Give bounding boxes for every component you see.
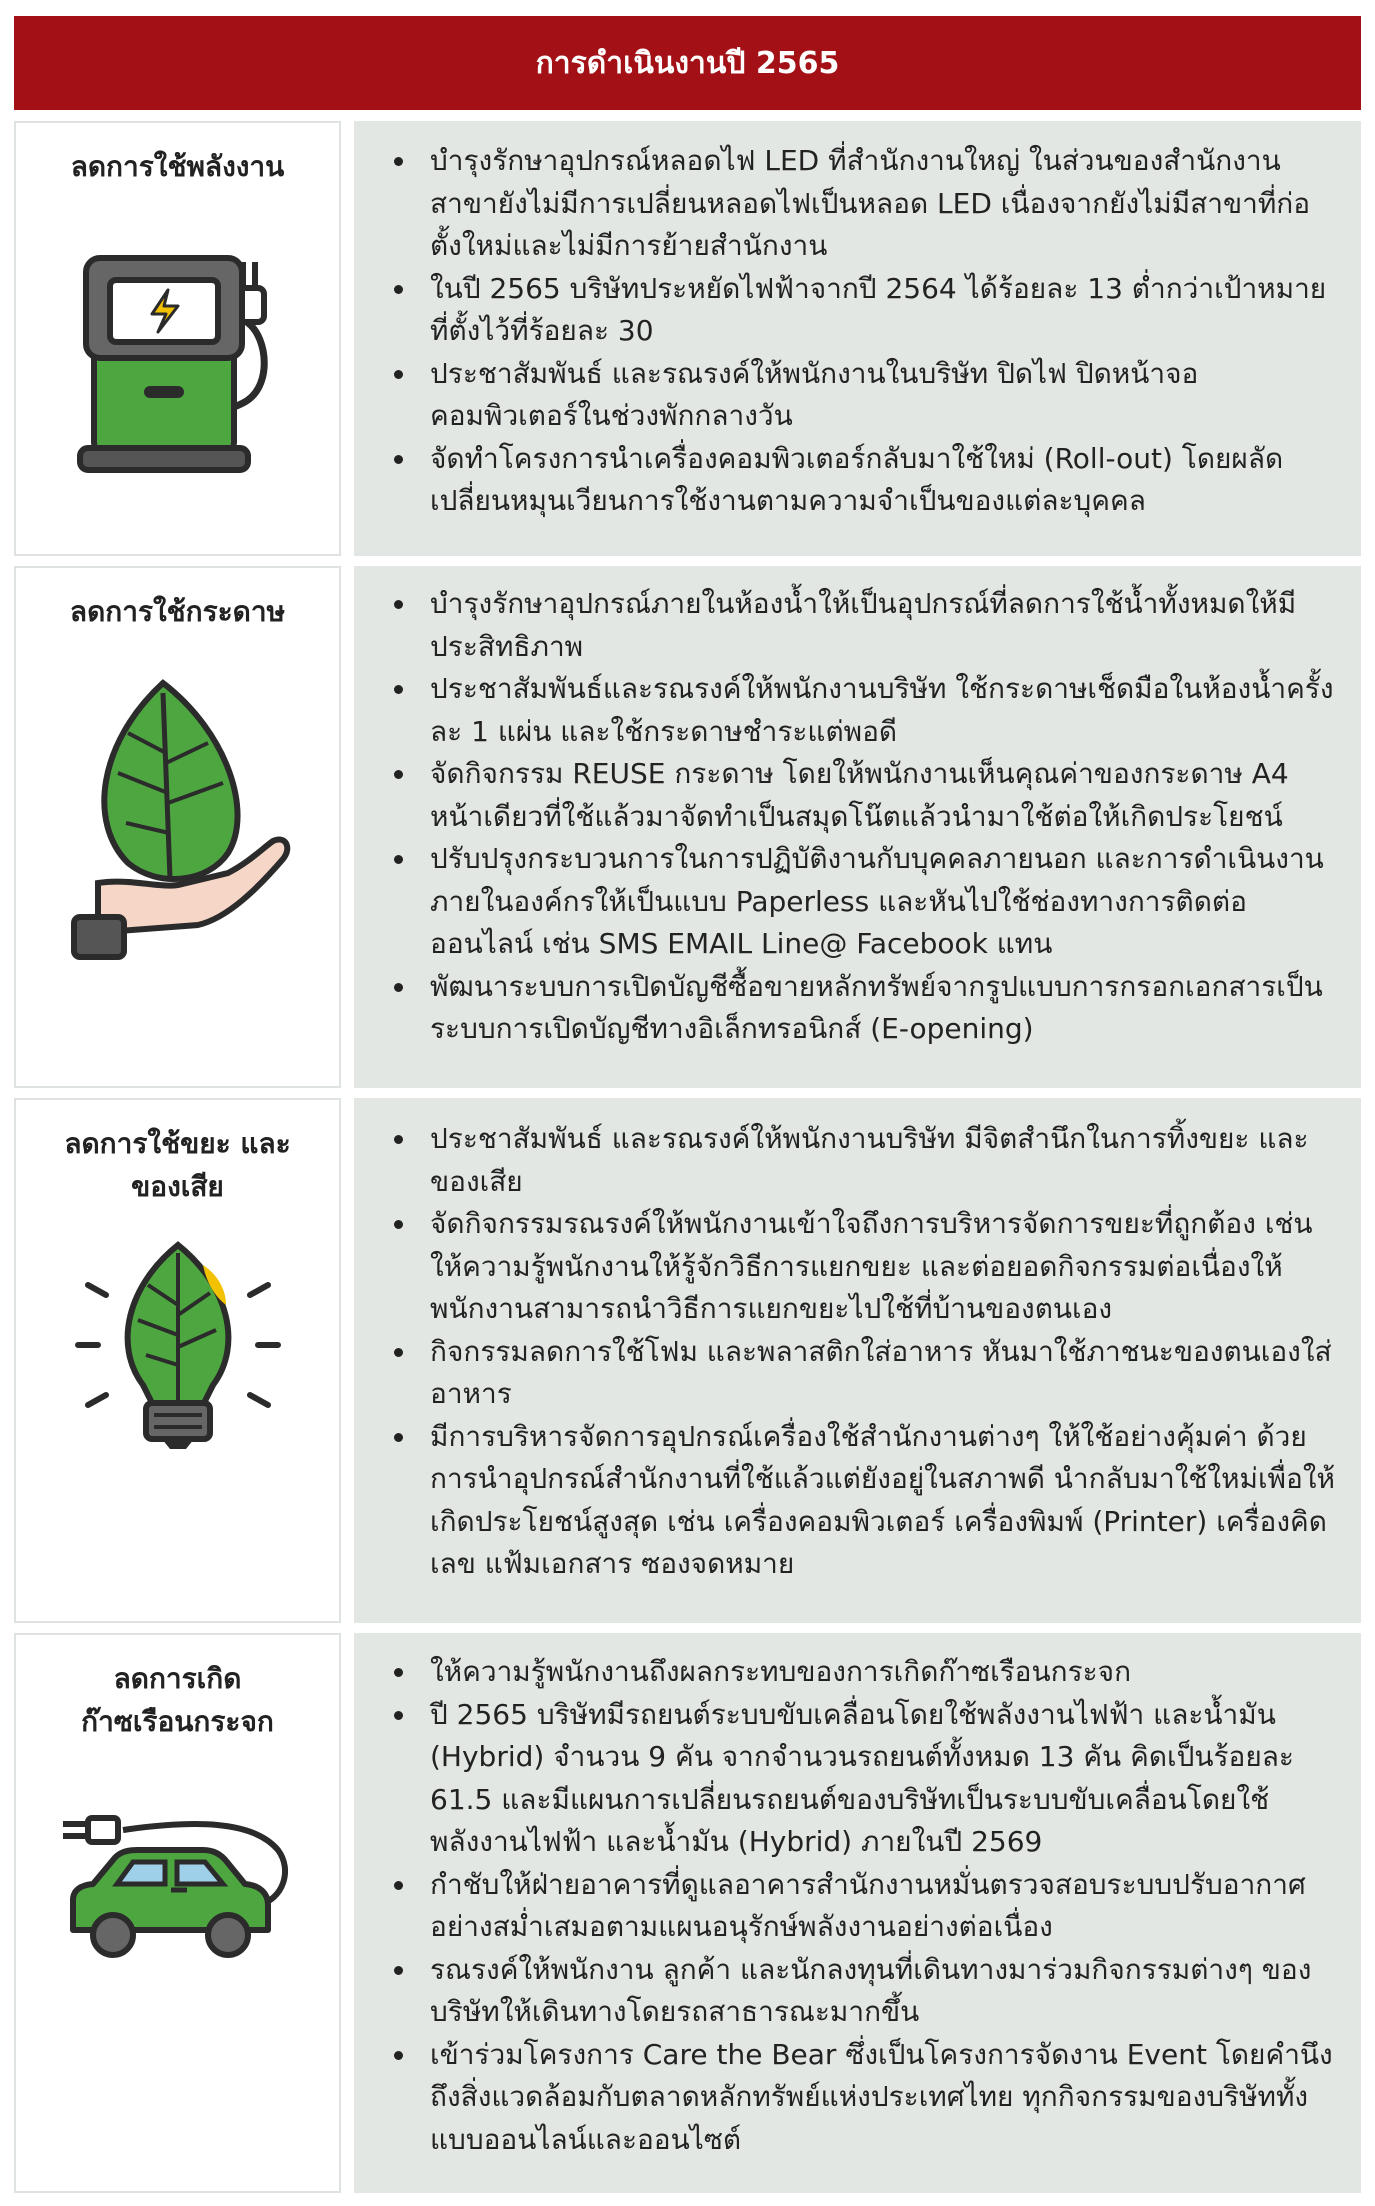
list-item: จัดกิจกรรม REUSE กระดาษ โดยให้พนักงานเห็นคุณค่าของกระดาษ A4 หน้าเดียวที่ใช้แล้วมาจัดทำเป็นสมุดโน๊ตแล้วนำมาใช้ต่อให้เกิดประโยชน์ — [354, 753, 1341, 838]
list-item: เข้าร่วมโครงการ Care the Bear ซึ่งเป็นโครงการจัดงาน Event โดยคำนึงถึงสิ่งแวดล้อมกับตลาดหลักทรัพย์แห่งประเทศไทย ทุกกิจกรรมของบริษัททั้งแบบออนไลน์และออนไซต์ — [354, 2034, 1341, 2162]
list-item: บำรุงรักษาอุปกรณ์หลอดไฟ LED ที่สำนักงานใหญ่ ในส่วนของสำนักงานสาขายังไม่มีการเปลี่ยนหลอดไฟเป็นหลอด LED เนื่องจากยังไม่มีสาขาที่ก่อตั้งใหม่และไม่มีการย้ายสำนักงาน — [354, 140, 1341, 268]
list-item: ประชาสัมพันธ์ และรณรงค์ให้พนักงานบริษัท มีจิตสำนึกในการทิ้งขยะ และของเสีย — [354, 1118, 1341, 1203]
section-energy — [14, 121, 1361, 556]
section-waste-title: ลดการใช้ขยะ และ ของเสีย — [64, 1127, 291, 1203]
section-waste-list — [354, 1118, 1341, 1586]
section-energy-content — [354, 121, 1361, 556]
hand-leaf-icon — [58, 673, 298, 973]
section-paper-title: ลดการใช้กระดาษ — [69, 595, 286, 628]
section-paper-content — [354, 566, 1361, 1088]
section-greenhouse-label-cell — [14, 1633, 341, 2193]
electric-car-icon — [53, 1800, 303, 1990]
section-greenhouse-content — [354, 1633, 1361, 2193]
list-item: จัดทำโครงการนำเครื่องคอมพิวเตอร์กลับมาใช้ใหม่ (Roll-out) โดยผลัดเปลี่ยนหมุนเวียนการใช้งานตามความจำเป็นของแต่ละบุคคล — [354, 438, 1341, 523]
page-header — [14, 16, 1361, 110]
list-item: ให้ความรู้พนักงานถึงผลกระทบของการเกิดก๊าซเรือนกระจก — [354, 1651, 1341, 1694]
section-greenhouse-title: ลดการเกิด ก๊าซเรือนกระจก — [81, 1662, 274, 1738]
list-item: ประชาสัมพันธ์ และรณรงค์ให้พนักงานในบริษัท ปิดไฟ ปิดหน้าจอคอมพิวเตอร์ในช่วงพักกลางวัน — [354, 353, 1341, 438]
list-item: ประชาสัมพันธ์และรณรงค์ให้พนักงานบริษัท ใช้กระดาษเช็ดมือในห้องน้ำครั้งละ 1 แผ่น และใช้กระดาษชำระแต่พอดี — [354, 668, 1341, 753]
list-item: ปรับปรุงกระบวนการในการปฏิบัติงานกับบุคคลภายนอก และการดำเนินงานภายในองค์กรให้เป็นแบบ Paperless และหันไปใช้ช่องทางการติดต่อออนไลน์ เช่น SMS EMAIL Line@ Facebook แทน — [354, 838, 1341, 966]
section-paper-label-cell — [14, 566, 341, 1088]
ev-charger-icon — [58, 228, 298, 478]
section-paper-list — [354, 583, 1341, 1051]
section-greenhouse-list — [354, 1651, 1341, 2161]
leaf-bulb-icon — [58, 1235, 298, 1465]
section-waste — [14, 1098, 1361, 1623]
list-item: กิจกรรมลดการใช้โฟม และพลาสติกใส่อาหาร หันมาใช้ภาชนะของตนเองใส่อาหาร — [354, 1331, 1341, 1416]
list-item: กำชับให้ฝ่ายอาคารที่ดูแลอาคารสำนักงานหมั่นตรวจสอบระบบปรับอากาศอย่างสม่ำเสมอตามแผนอนุรักษ์พลังงานอย่างต่อเนื่อง — [354, 1864, 1341, 1949]
section-energy-title: ลดการใช้พลังงาน — [70, 150, 285, 183]
section-waste-content — [354, 1098, 1361, 1623]
section-paper — [14, 566, 1361, 1088]
section-waste-label-cell — [14, 1098, 341, 1623]
page-title: การดำเนินงานปี 2565 — [535, 45, 840, 81]
list-item: จัดกิจกรรมรณรงค์ให้พนักงานเข้าใจถึงการบริหารจัดการขยะที่ถูกต้อง เช่น ให้ความรู้พนักงานให้รู้จักวิธีการแยกขยะ และต่อยอดกิจกรรมต่อเนื่องให้พนักงานสามารถนำวิธีการแยกขยะไปใช้ที่บ้านของตนเอง — [354, 1203, 1341, 1331]
section-greenhouse — [14, 1633, 1361, 2193]
list-item: ในปี 2565 บริษัทประหยัดไฟฟ้าจากปี 2564 ได้ร้อยละ 13 ต่ำกว่าเป้าหมายที่ตั้งไว้ที่ร้อยละ 30 — [354, 268, 1341, 353]
list-item: รณรงค์ให้พนักงาน ลูกค้า และนักลงทุนที่เดินทางมาร่วมกิจกรรมต่างๆ ของบริษัทให้เดินทางโดยรถสาธารณะมากขึ้น — [354, 1949, 1341, 2034]
section-energy-label-cell — [14, 121, 341, 556]
list-item: พัฒนาระบบการเปิดบัญชีซื้อขายหลักทรัพย์จากรูปแบบการกรอกเอกสารเป็นระบบการเปิดบัญชีทางอิเล็กทรอนิกส์ (E-opening) — [354, 966, 1341, 1051]
list-item: ปี 2565 บริษัทมีรถยนต์ระบบขับเคลื่อนโดยใช้พลังงานไฟฟ้า และน้ำมัน (Hybrid) จำนวน 9 คัน จากจำนวนรถยนต์ทั้งหมด 13 คัน คิดเป็นร้อยละ 61.5 และมีแผนการเปลี่ยนรถยนต์ของบริษัทเป็นระบบขับเคลื่อนโดยใช้พลังงานไฟฟ้า และน้ำมัน (Hybrid) ภายในปี 2569 — [354, 1694, 1341, 1864]
list-item: มีการบริหารจัดการอุปกรณ์เครื่องใช้สำนักงานต่างๆ ให้ใช้อย่างคุ้มค่า ด้วยการนำอุปกรณ์สำนักงานที่ใช้แล้วแต่ยังอยู่ในสภาพดี นำกลับมาใช้ใหม่เพื่อให้เกิดประโยชน์สูงสุด เช่น เครื่องคอมพิวเตอร์ เครื่องพิมพ์ (Printer) เครื่องคิดเลข แฟ้มเอกสาร ซองจดหมาย — [354, 1416, 1341, 1586]
section-energy-list — [354, 140, 1341, 523]
list-item: บำรุงรักษาอุปกรณ์ภายในห้องน้ำให้เป็นอุปกรณ์ที่ลดการใช้น้ำทั้งหมดให้มีประสิทธิภาพ — [354, 583, 1341, 668]
